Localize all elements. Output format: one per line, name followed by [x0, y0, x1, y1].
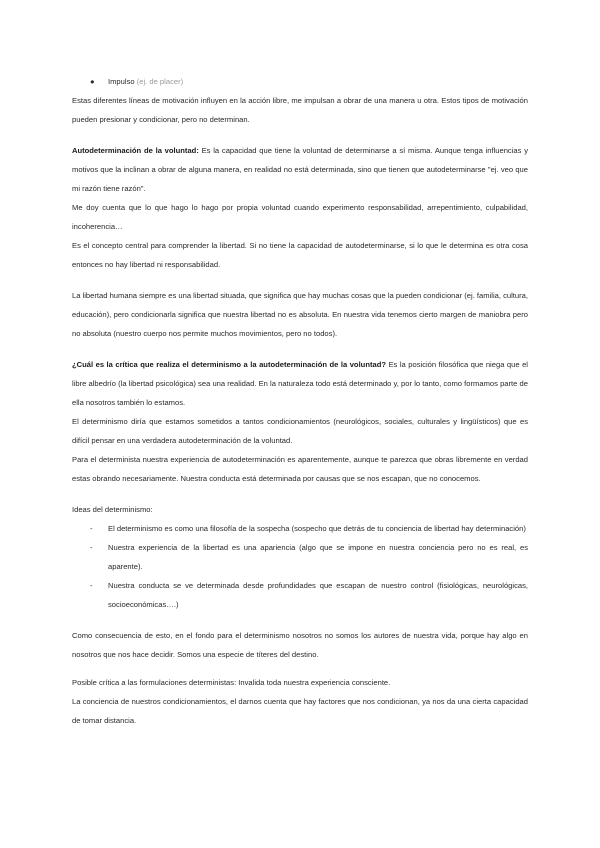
paragraph-critica [72, 355, 528, 412]
question-critica: ¿Cuál es la crítica que realiza el determinismo a la autodeterminación de la voluntad? [72, 360, 386, 369]
paragraph-autodeterminacion [72, 141, 528, 198]
definition-autodeterminacion: Es la capacidad que tiene la voluntad de determinarse a sí misma. Aunque tenga influencias y motivos que la inclinan a obrar de alguna manera, en realidad no está determinada, sino que tienen que autodeterminarse "ej. veo que mi razón tiene razón". [72, 146, 528, 193]
list-item [72, 519, 528, 538]
answer-critica: Es la posición filosófica que niega que el libre albedrío (la libertad psicológica) sea una realidad. En la naturaleza todo está determinado y, por lo tanto, como formamos parte de ella nosotros también lo estamos. [72, 360, 528, 407]
list-item-text: Nuestra experiencia de la libertad es una apariencia (algo que se impone en nuestra conciencia pero no es real, es aparente). [108, 543, 528, 571]
paragraph-motivacion: Estas diferentes líneas de motivación influyen en la acción libre, me impulsan a obrar de una manera u otra. Estos tipos de motivación pueden presionar y condicionar, pero no determinan. [72, 96, 528, 124]
list-item [72, 538, 528, 576]
paragraph-critica-2: El determinismo diría que estamos sometidos a tantos condicionamientos (neurológicos, sociales, culturales y lingüísticos) que es difícil pensar en una verdadera autodeterminación de la voluntad. [72, 417, 528, 445]
list-item-text: Nuestra conducta se ve determinada desde profundidades que escapan de nuestro control (fisiológicas, neurológicas, socioeconómicas….) [108, 581, 528, 609]
paragraph-autodeterminacion-2: Me doy cuenta que lo que hago lo hago por propia voluntad cuando experimento responsabilidad, arrepentimiento, culpabilidad, incoherencia… [72, 203, 528, 231]
paragraph-critica-3: Para el determinista nuestra experiencia de autodeterminación es aparentemente, aunque te parezca que obras libremente en verdad estas obrando necesariamente. Nuestra conducta está determinada por causas que se nos escapan, que no conocemos. [72, 455, 528, 483]
paragraph-autodeterminacion-3: Es el concepto central para comprender la libertad. Si no tiene la capacidad de autodeterminarse, si lo que le determina es otra cosa entonces no hay libertad ni responsabilidad. [72, 241, 528, 269]
bullet-dot-icon: ● [90, 77, 95, 86]
paragraph-libertad-situada: La libertad humana siempre es una libertad situada, que significa que hay muchas cosas que la pueden condicionar (ej. familia, cultura, educación), pero condicionarla significa que nuestra libertad no es absoluta. En nuestra vida tenemos cierto margen de maniobra pero no absoluta (nuestro cuerpo nos permite muchos movimientos, pero no todos). [72, 291, 528, 338]
list-item-text: El determinismo es como una filosofía de la sospecha (sospecho que detrás de tu conciencia de libertad hay determinación) [108, 524, 526, 533]
bullet-impulso-hint: (ej. de placer) [136, 77, 184, 86]
bullet-impulso-label: Impulso [108, 77, 135, 86]
dash-marker: - [90, 524, 93, 533]
ideas-heading: Ideas del determinismo: [72, 505, 153, 514]
ideas-list [72, 519, 528, 614]
paragraph-conciencia: La conciencia de nuestros condicionamientos, el darnos cuenta que hay factores que nos condicionan, ya nos da una cierta capacidad de tomar distancia. [72, 697, 528, 725]
paragraph-posible-critica: Posible crítica a las formulaciones deterministas: Invalida toda nuestra experiencia consciente. [72, 678, 391, 687]
dash-marker: - [90, 543, 93, 552]
term-autodeterminacion: Autodeterminación de la voluntad: [72, 146, 199, 155]
bullet-impulso [72, 72, 528, 91]
paragraph-consecuencia: Como consecuencia de esto, en el fondo para el determinismo nosotros no somos los autores de nuestra vida, porque hay algo en nosotros que nos hace decidir. Somos una especie de títeres del destino. [72, 631, 528, 659]
dash-marker: - [90, 581, 93, 590]
list-item [72, 576, 528, 614]
